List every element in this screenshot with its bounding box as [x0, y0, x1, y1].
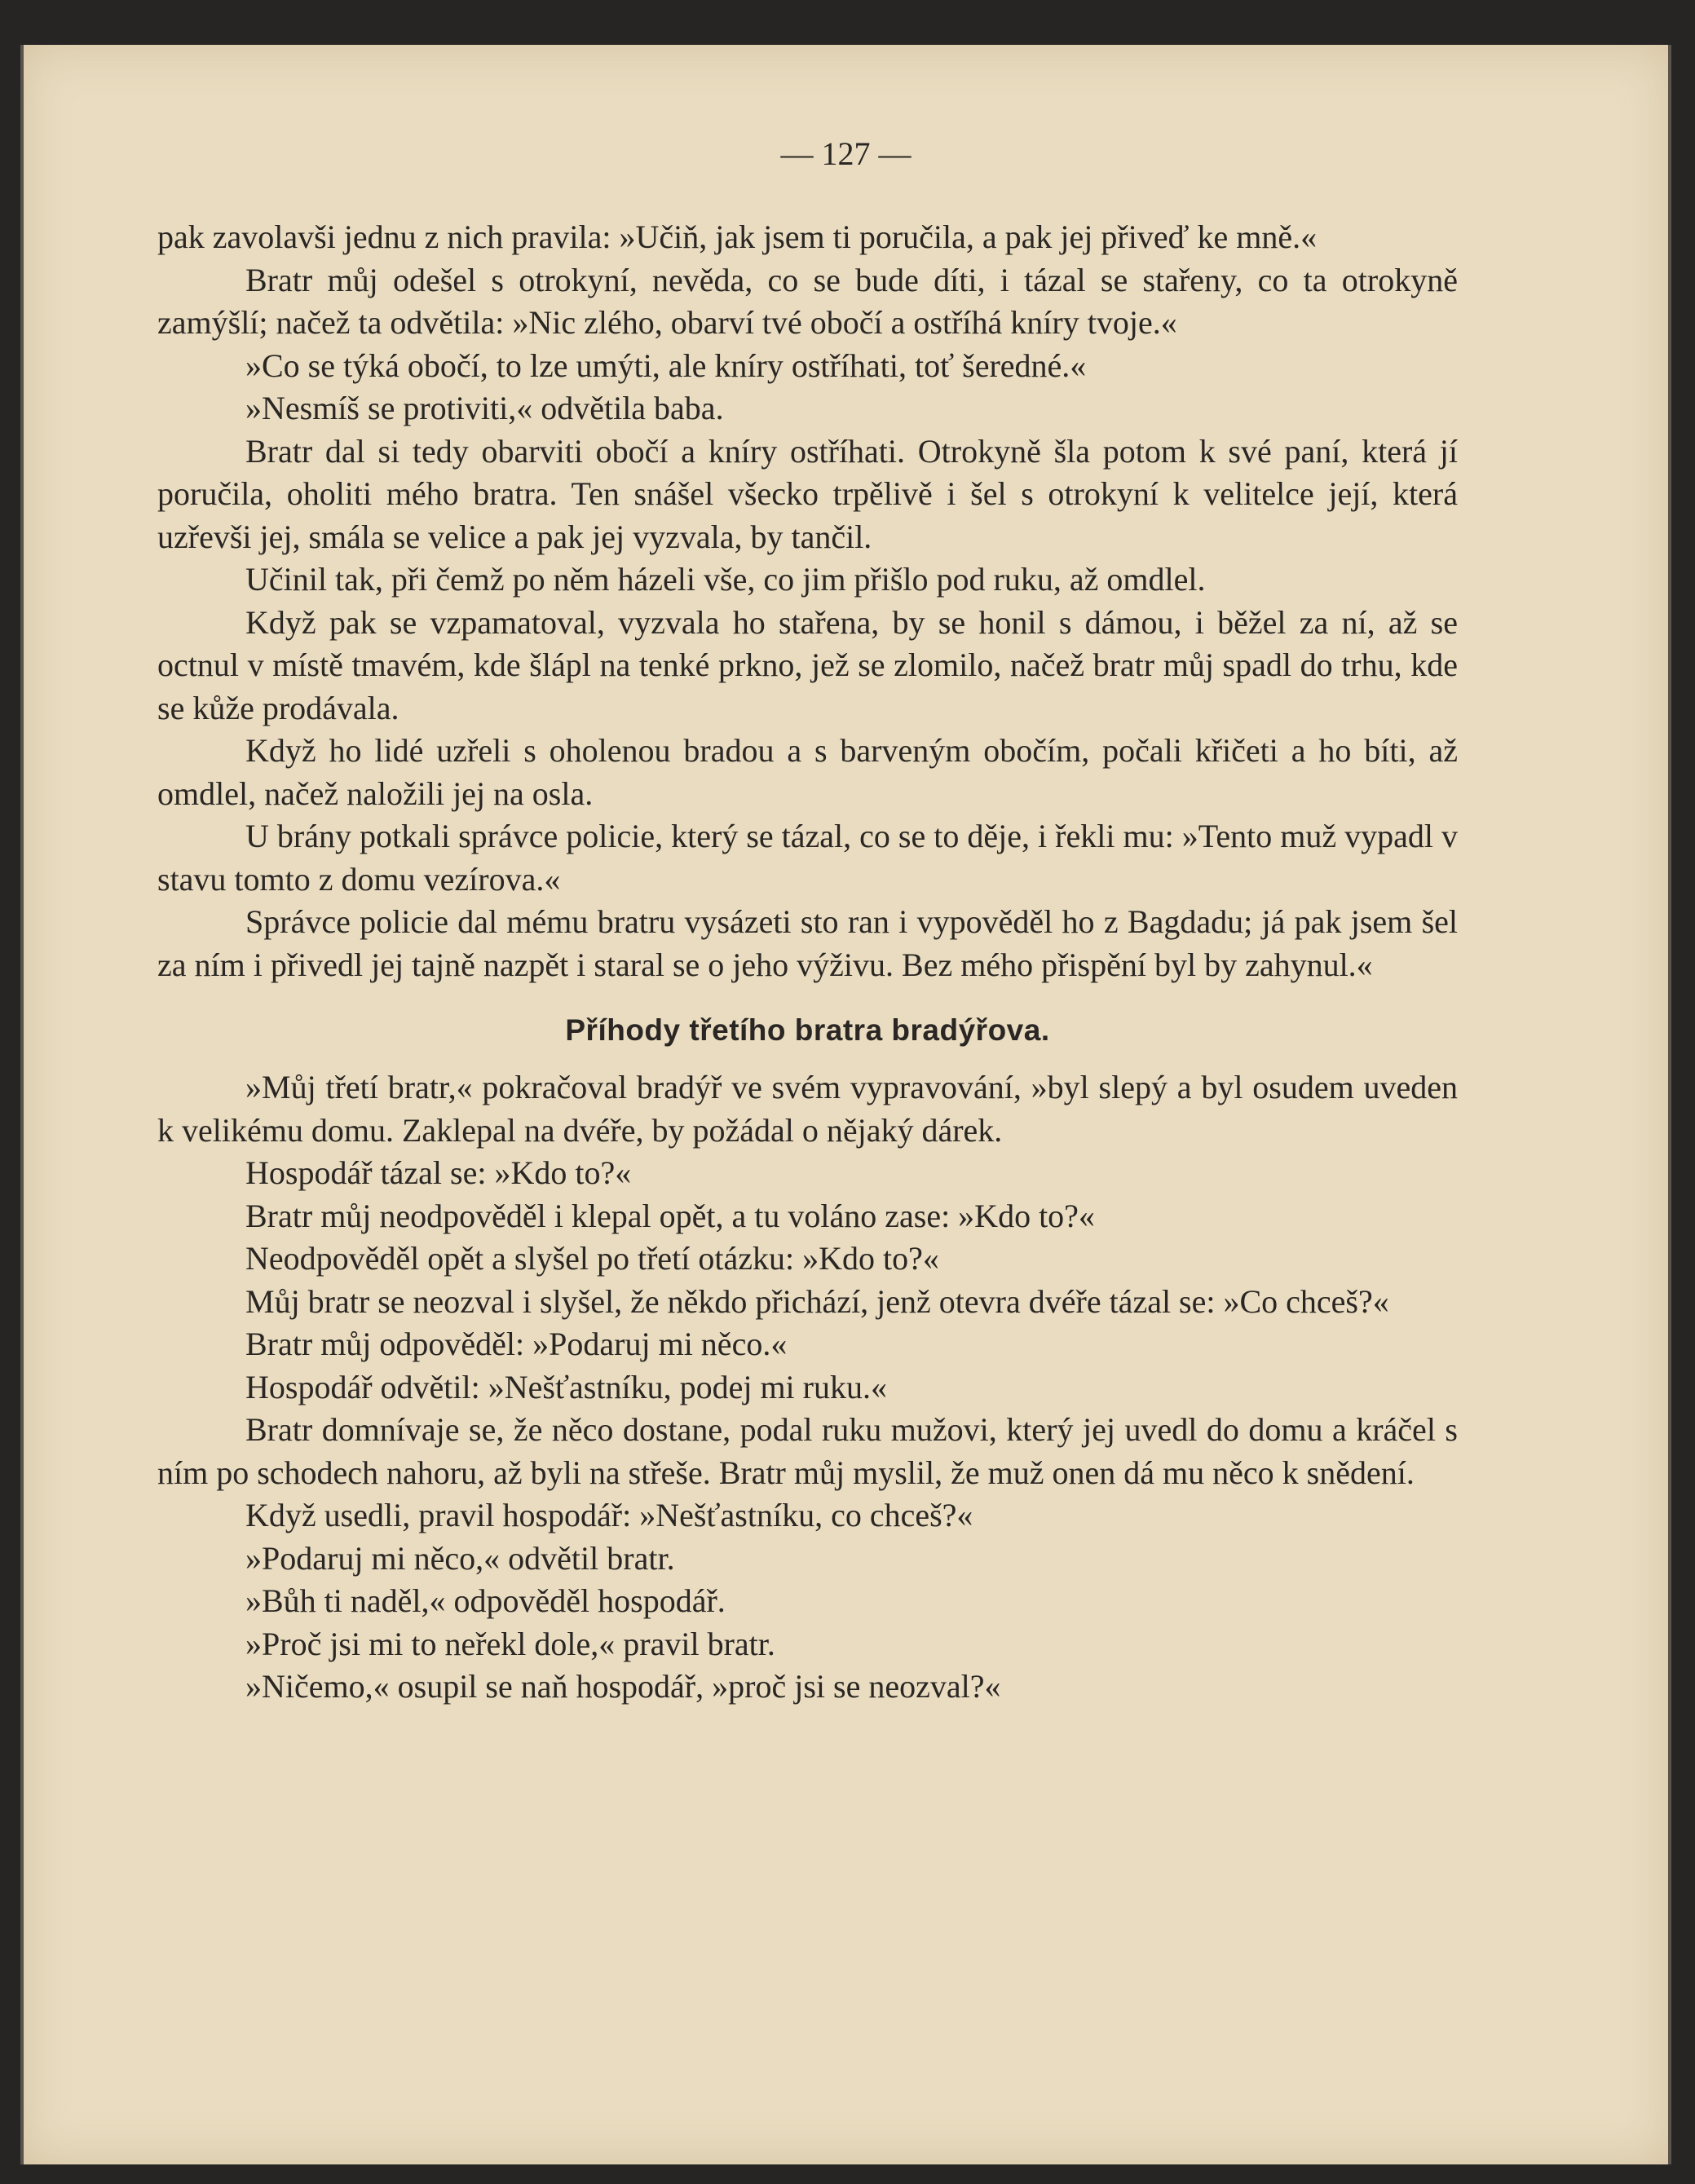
paragraph: »Můj třetí bratr,« pokračoval bradýř ve svém vypravování, »byl slepý a byl osudem uveden k velikému domu. Zaklepal na dvéře, by požádal o nějaký dárek.: [157, 1069, 1458, 1149]
paragraph: Bratr dal si tedy obarviti obočí a kníry ostříhati. Otrokyně šla potom k své paní, která jí poručila, oholiti mého bratra. Ten snášel všecko trpělivě i šel s otrokyní k velitelce její, která uzřevši jej, smála se velice a pak jej vyzvala, by tančil.: [157, 432, 1458, 555]
page-number: — 127 —: [780, 135, 912, 172]
paragraph: Bratr můj odešel s otrokyní, nevěda, co se bude díti, i tázal se stařeny, co ta otrokyně zamýšlí; načež ta odvětila: »Nic zlého, obarví tvé obočí a ostříhá kníry tvoje.«: [157, 261, 1458, 341]
paragraph: U brány potkali správce policie, který se tázal, co se to děje, i řekli mu: »Tento muž vypadl v stavu tomto z domu vezírova.«: [157, 818, 1458, 898]
paragraphs-after-heading: [157, 1066, 1458, 1709]
paragraph: Bratr můj neodpověděl i klepal opět, a tu voláno zase: »Kdo to?«: [245, 1197, 1095, 1234]
paragraph: Bratr domnívaje se, že něco dostane, podal ruku mužovi, který jej uvedl do domu a kráčel s ním po schodech nahoru, až byli na střeše. Bratr můj myslil, že muž onen dá mu něco k snědení.: [157, 1411, 1458, 1491]
paragraph: »Ničemo,« osupil se naň hospodář, »proč jsi se neozval?«: [245, 1668, 1001, 1705]
paragraph: Učinil tak, při čemž po něm házeli vše, co jim přišlo pod ruku, až omdlel.: [245, 561, 1206, 598]
paragraph: Správce policie dal mému bratru vysázeti sto ran i vypověděl ho z Bagdadu; já pak jsem šel za ním i přivedl jej tajně nazpět i staral se o jeho výživu. Bez mého přispění byl by zahynul.«: [157, 903, 1458, 983]
paragraph: Můj bratr se neozval i slyšel, že někdo přichází, jenž otevra dvéře tázal se: »Co chceš?«: [245, 1282, 1389, 1320]
paragraph: »Bůh ti naděl,« odpověděl hospodář.: [245, 1582, 726, 1619]
book-page: [20, 45, 1671, 2164]
paragraph: Když usedli, pravil hospodář: »Nešťastníku, co chceš?«: [245, 1497, 973, 1533]
page-text: [157, 216, 1458, 1709]
paragraph: Když pak se vzpamatoval, vyzvala ho stařena, by se honil s dámou, i běžel za ní, až se octnul v místě tmavém, kde šlápl na tenké prkno, jež se zlomilo, načež bratr můj spadl do trhu, kde se kůže prodávala.: [157, 603, 1458, 726]
page-left-edge: [20, 45, 24, 2164]
paragraph: pak zavolavši jednu z nich pravila: »Učiň, jak jsem ti poručila, a pak jej přiveď ke mně.«: [157, 218, 1318, 255]
paragraphs-before-heading: [157, 216, 1458, 986]
paragraph: »Co se týká obočí, to lze umýti, ale kníry ostříhati, toť šeredné.«: [245, 346, 1087, 384]
paragraph: Hospodář tázal se: »Kdo to?«: [245, 1154, 632, 1191]
page-right-edge: [1668, 45, 1671, 2164]
paragraph: »Nesmíš se protiviti,« odvětila baba.: [245, 390, 724, 426]
paragraph: »Proč jsi mi to neřekl dole,« pravil bratr.: [245, 1625, 775, 1662]
paragraph: Když ho lidé uzřeli s oholenou bradou a s barveným obočím, počali křičeti a ho bíti, až omdlel, načež naložili jej na osla.: [157, 732, 1458, 812]
paragraph: Hospodář odvětil: »Nešťastníku, podej mi ruku.«: [245, 1368, 887, 1405]
paragraph: Bratr můj odpověděl: »Podaruj mi něco.«: [245, 1326, 788, 1362]
paragraph: »Podaruj mi něco,« odvětil bratr.: [245, 1539, 675, 1577]
paragraph: Neodpověděl opět a slyšel po třetí otázku: »Kdo to?«: [245, 1240, 939, 1277]
chapter-heading: Příhody třetího bratra bradýřova.: [565, 1013, 1050, 1047]
